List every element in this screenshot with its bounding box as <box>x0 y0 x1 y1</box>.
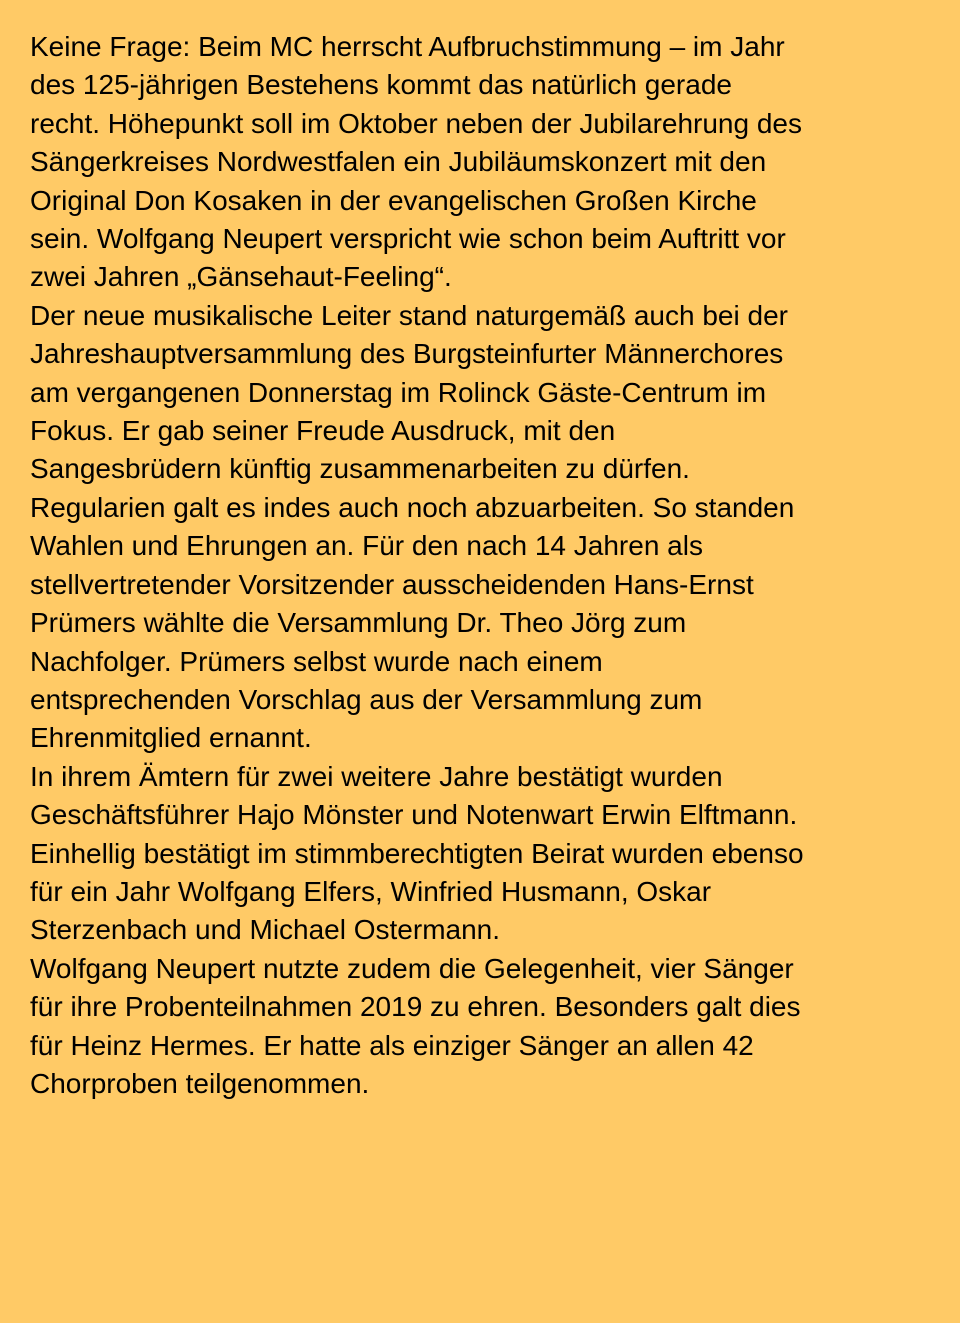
text-line: Sängerkreises Nordwestfalen ein Jubiläumskonzert mit den <box>30 146 767 178</box>
text-line: am vergangenen Donnerstag im Rolinck Gäste-Centrum im <box>30 376 767 408</box>
text-line: recht. Höhepunkt soll im Oktober neben der Jubilarehrung des <box>30 107 802 139</box>
article-text <box>30 28 930 1103</box>
text-line: des 125-jährigen Bestehens kommt das natürlich gerade <box>30 69 732 101</box>
text-line: für ihre Probenteilnahmen 2019 zu ehren. Besonders galt dies <box>30 991 801 1023</box>
text-line: Original Don Kosaken in der evangelischen Großen Kirche <box>30 184 757 216</box>
text-line: Sterzenbach und Michael Ostermann. <box>30 914 501 946</box>
text-line: Einhellig bestätigt im stimmberechtigten Beirat wurden ebenso <box>30 837 804 869</box>
text-line: stellvertretender Vorsitzender ausscheidenden Hans-Ernst <box>30 568 754 600</box>
text-line: Keine Frage: Beim MC herrscht Aufbruchstimmung – im Jahr <box>30 31 785 62</box>
text-line: Fokus. Er gab seiner Freude Ausdruck, mit den <box>30 415 616 447</box>
text-line: Geschäftsführer Hajo Mönster und Notenwart Erwin Elftmann. <box>30 799 798 831</box>
text-line: Regularien galt es indes auch noch abzuarbeiten. So standen <box>30 491 795 523</box>
text-line: für ein Jahr Wolfgang Elfers, Winfried Husmann, Oskar <box>30 875 712 907</box>
text-line: In ihrem Ämtern für zwei weitere Jahre bestätigt wurden <box>30 760 723 792</box>
text-line: Sangesbrüdern künftig zusammenarbeiten zu dürfen. <box>30 453 690 485</box>
text-line: Jahreshauptversammlung des Burgsteinfurter Männerchores <box>30 338 784 370</box>
text-line: für Heinz Hermes. Er hatte als einziger Sänger an allen 42 <box>30 1029 754 1061</box>
text-line: Prümers wählte die Versammlung Dr. Theo Jörg zum <box>30 607 687 639</box>
text-line: Wolfgang Neupert nutzte zudem die Gelegenheit, vier Sänger <box>30 952 794 984</box>
text-line: Wahlen und Ehrungen an. Für den nach 14 Jahren als <box>30 530 703 562</box>
text-line: Der neue musikalische Leiter stand naturgemäß auch bei der <box>30 299 788 331</box>
text-line: Nachfolger. Prümers selbst wurde nach einem <box>30 645 603 677</box>
text-line: entsprechenden Vorschlag aus der Versammlung zum <box>30 683 703 715</box>
text-line: Chorproben teilgenommen. <box>30 1067 370 1099</box>
text-line: Ehrenmitglied ernannt. <box>30 722 312 754</box>
text-line: zwei Jahren „Gänsehaut-Feeling“. <box>30 261 452 293</box>
text-line: sein. Wolfgang Neupert verspricht wie schon beim Auftritt vor <box>30 223 786 255</box>
